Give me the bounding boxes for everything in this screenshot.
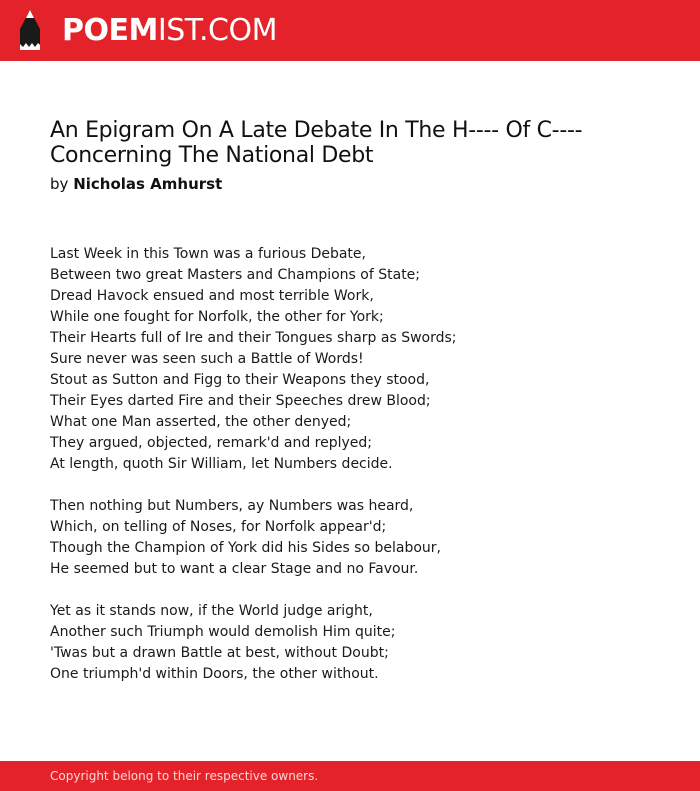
- poem-line: At length, quoth Sir William, let Numbers decide.: [50, 456, 393, 472]
- poem-line: Yet as it stands now, if the World judge aright,: [50, 603, 373, 619]
- by-label: by: [50, 175, 69, 193]
- pencil-tip-icon[interactable]: [17, 9, 43, 52]
- poem-line: Sure never was seen such a Battle of Words!: [50, 351, 364, 367]
- poem-line: One triumph'd within Doors, the other without.: [50, 666, 379, 682]
- poem-line: They argued, objected, remark'd and replyed;: [50, 435, 373, 451]
- poem-line: What one Man asserted, the other denyed;: [50, 414, 352, 430]
- site-header: [0, 0, 700, 61]
- brand-light-text: IST.COM: [157, 13, 277, 48]
- site-footer: [0, 761, 700, 791]
- poem-line: 'Twas but a drawn Battle at best, without Doubt;: [50, 645, 389, 661]
- poem-line: He seemed but to want a clear Stage and no Favour.: [50, 561, 419, 577]
- copyright-text: Copyright belong to their respective owners.: [50, 769, 319, 783]
- poem-line: Their Hearts full of Ire and their Tongues sharp as Swords;: [50, 330, 457, 346]
- poem-body: [50, 244, 650, 706]
- author-name: Nicholas Amhurst: [73, 175, 223, 193]
- poem-line: Dread Havock ensued and most terrible Work,: [50, 288, 374, 304]
- poem-title-line-1: An Epigram On A Late Debate In The H---- Of C----: [50, 118, 583, 143]
- poem-line: Stout as Sutton and Figg to their Weapons they stood,: [50, 372, 430, 388]
- poem-line: Last Week in this Town was a furious Debate,: [50, 246, 366, 262]
- poem-line: Which, on telling of Noses, for Norfolk appear'd;: [50, 519, 387, 535]
- poem-stanza: [50, 496, 650, 580]
- poem-line: Though the Champion of York did his Sides so belabour,: [50, 540, 441, 556]
- poem-line: Then nothing but Numbers, ay Numbers was heard,: [50, 498, 414, 514]
- site-logo-link[interactable]: [62, 12, 277, 50]
- poem-stanza: [50, 244, 650, 475]
- poem-title-line-2: Concerning The National Debt: [50, 143, 374, 168]
- poem-line: Between two great Masters and Champions of State;: [50, 267, 421, 283]
- poem-line: Their Eyes darted Fire and their Speeches drew Blood;: [50, 393, 431, 409]
- poem-title: [50, 118, 650, 168]
- brand-strong-text: POEM: [62, 13, 158, 48]
- poem-stanza: [50, 601, 650, 685]
- byline: [50, 174, 222, 194]
- poem-line: While one fought for Norfolk, the other for York;: [50, 309, 384, 325]
- poem-line: Another such Triumph would demolish Him quite;: [50, 624, 396, 640]
